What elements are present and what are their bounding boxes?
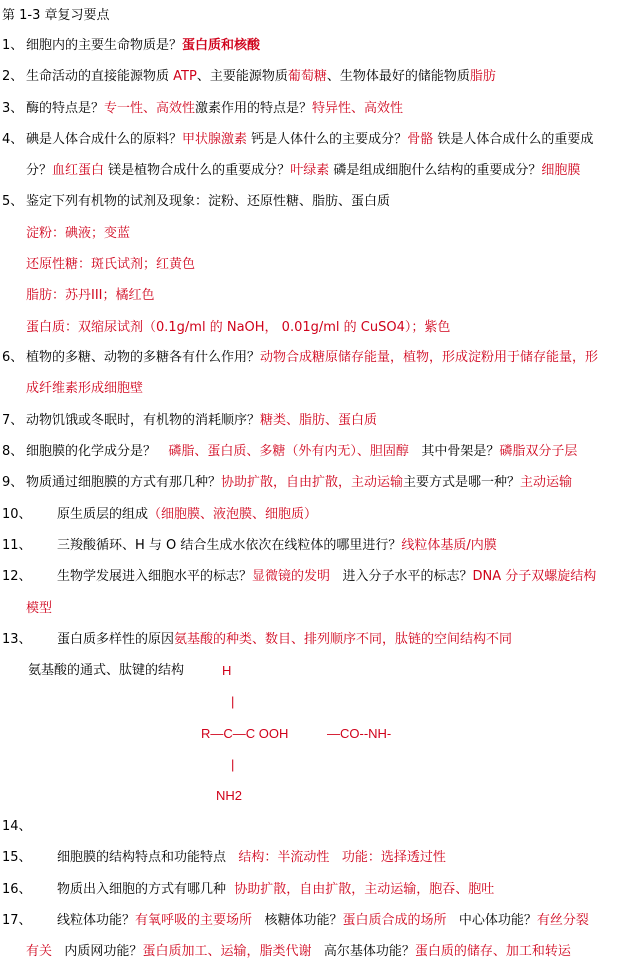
- formula-h: H: [222, 663, 232, 678]
- formula-bond-bottom: |: [231, 757, 235, 772]
- page-title: 第 1-3 章复习要点: [2, 8, 110, 23]
- item-9: 9、 物质通过细胞膜的方式有那几种？协助扩散，自由扩散，主动运输主要方式是哪一种？主动运输: [2, 475, 573, 490]
- item-12: 12、 生物学发展进入细胞水平的标志？显微镜的发明 进入分子水平的标志？DNA 分子双螺旋结构: [2, 569, 597, 584]
- item-13-formula-label: 氨基酸的通式、肽键的结构 H: [0, 659, 643, 683]
- item-15: 15、 细胞膜的结构特点和功能特点 结构：半流动性 功能：选择透过性: [2, 850, 446, 865]
- item-4-continued: 分？血红蛋白 镁是植物合成什么的重要成分？叶绿素 磷是组成细胞什么结构的重要成分？细胞膜: [26, 163, 581, 178]
- item-3: 3、 酶的特点是？专一性、高效性激素作用的特点是？特异性、高效性: [2, 101, 404, 116]
- item-1: 1、 细胞内的主要生命物质是？蛋白质和核酸: [2, 38, 261, 53]
- item-7: 7、 动物饥饿或冬眠时，有机物的消耗顺序？糖类、脂肪、蛋白质: [2, 413, 378, 428]
- peptide-bond: —CO--NH-: [327, 726, 392, 741]
- item-4: 4、 碘是人体合成什么的原料？甲状腺激素 钙是人体什么的主要成分？骨骼 铁是人体合成什么的重要成: [2, 132, 594, 147]
- amino-acid-chain: R—C—C OOH: [201, 726, 289, 741]
- formula-nh2: NH2: [216, 788, 243, 803]
- item-17-continued: 有关 内质网功能？蛋白质加工、运输，脂类代谢 高尔基体功能？蛋白质的储存、加工和转运: [26, 944, 571, 959]
- answer-text: 蛋白质和核酸: [182, 38, 261, 53]
- formula-main-chain: [0, 722, 643, 746]
- item-11: 11、 三羧酸循环、H 与 O 结合生成水依次在线粒体的哪里进行？线粒体基质/内膜: [2, 538, 497, 553]
- item-17: 17、 线粒体功能？有氧呼吸的主要场所 核糖体功能？蛋白质合成的场所 中心体功能？有丝分裂: [2, 913, 589, 928]
- item-10: 10、 原生质层的组成（细胞膜、液泡膜、细胞质）: [2, 507, 318, 522]
- item-5: 5、 鉴定下列有机物的试剂及现象：淀粉、还原性糖、脂肪、蛋白质: [2, 194, 391, 209]
- item-14: 14、: [2, 819, 32, 834]
- item-5-answer-protein: 蛋白质：双缩尿试剂（0.1g/ml 的 NaOH， 0.01g/ml 的 CuSO4）；紫色: [26, 320, 451, 335]
- item-5-answer-sugar: 还原性糖：斑氏试剂；红黄色: [26, 257, 196, 272]
- item-13: 13、 蛋白质多样性的原因氨基酸的种类、数目、排列顺序不同，肽链的空间结构不同: [2, 632, 513, 647]
- item-5-answer-starch: 淀粉：碘液；变蓝: [26, 226, 131, 241]
- item-2: 2、 生命活动的直接能源物质 ATP、主要能源物质葡萄糖、生物体最好的储能物质脂肪: [2, 69, 496, 84]
- item-8: 8、 细胞膜的化学成分是？ 磷脂、蛋白质、多糖（外有内无）、胆固醇 其中骨架是？磷脂双分子层: [2, 444, 578, 459]
- item-6-continued: 成纤维素形成细胞壁: [26, 381, 144, 396]
- formula-bond-top: |: [231, 694, 235, 709]
- item-5-answer-fat: 脂肪：苏丹III；橘红色: [26, 288, 155, 303]
- item-16: 16、 物质出入细胞的方式有哪几种 协助扩散，自由扩散，主动运输，胞吞、胞吐: [2, 882, 495, 897]
- item-12-continued: 模型: [26, 601, 53, 616]
- item-6: 6、 植物的多糖、动物的多糖各有什么作用？动物合成糖原储存能量，植物，形成淀粉用于储存能量，形: [2, 350, 599, 365]
